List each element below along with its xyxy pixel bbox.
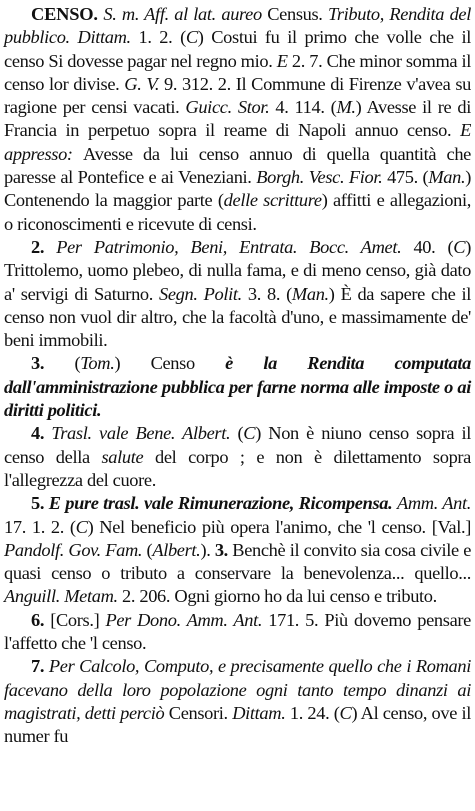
- entry-paragraph-2: [4, 236, 471, 352]
- italic-text: C: [339, 702, 352, 723]
- roman-text: ) Al censo, ove il numer fu: [4, 702, 471, 747]
- roman-text: Avesse da lui censo annuo di quella quantità che paresse al Pontefice e ai Veneziani.: [4, 143, 471, 188]
- roman-text: ) Non è niuno censo sopra il censo della: [4, 423, 472, 467]
- italic-text: Albert.: [152, 539, 201, 560]
- roman-text: del corpo ; e non è dilettamento sopra l'allegrezza del cuore.: [4, 446, 471, 490]
- italic-text: S. m. Aff. al lat. aureo: [103, 4, 268, 24]
- italic-text: C: [75, 516, 88, 537]
- entry-paragraph-6: [4, 609, 471, 656]
- sense-number: 5.: [31, 493, 49, 514]
- italic-text: Dittam.: [232, 702, 290, 723]
- roman-text: ) affitti e allegazioni, o riconoscimenti e ricevute di censi.: [4, 190, 471, 234]
- roman-text: ) Censo: [114, 353, 226, 374]
- roman-text: Benchè il convito sia cosa civile e quasi censo o tributo a conservare la benevolenza... quello...: [4, 539, 472, 584]
- italic-text: Anguill. Metam.: [4, 586, 123, 607]
- roman-text: ) Nel beneficio più opera l'animo, che 'l censo. [Val.]: [87, 516, 471, 537]
- italic-text: Pandolf. Gov. Fam.: [4, 539, 147, 560]
- roman-text: 3. 8. (: [247, 283, 292, 304]
- italic-text: Tom.: [80, 353, 115, 374]
- entry-paragraph-4: [4, 422, 471, 492]
- roman-text: Census.: [267, 4, 328, 24]
- italic-text: Segn. Polit.: [159, 283, 248, 304]
- sense-number: 7.: [31, 656, 49, 677]
- entry-paragraph-1: [4, 3, 471, 236]
- roman-text: (: [74, 353, 81, 374]
- roman-text: ) Contenendo la maggior parte (: [4, 167, 472, 211]
- italic-text: delle scritture: [223, 190, 322, 211]
- entry-paragraph-5: [4, 492, 471, 608]
- italic-text: Per Patrimonio, Beni, Entrata. Bocc. Amet.: [56, 236, 414, 257]
- italic-text: Guicc. Stor.: [185, 97, 276, 118]
- italic-text: M.: [336, 97, 356, 118]
- italic-text: C: [185, 27, 198, 48]
- italic-text: Man.: [291, 283, 329, 304]
- entry-paragraph-7: [4, 655, 471, 748]
- bold-italic-text: E pure trasl. vale Rimunerazione, Ricompensa.: [48, 493, 397, 514]
- sense-number: 3.: [31, 353, 75, 374]
- roman-text: 17. 1. 2. (: [4, 516, 76, 537]
- roman-text: ) Trittolemo, uomo plebeo, di nulla fama, e di meno censo, già dato a' servigi di Saturno.: [4, 236, 471, 304]
- roman-text: 1. 2. (: [138, 27, 186, 48]
- roman-text: 2. 206. Ogni giorno ho da lui censo e tributo.: [122, 586, 437, 607]
- sense-number: 6.: [31, 609, 51, 630]
- roman-text: ) È da sapere che il censo non vuol dir altro, che la facoltà d'uno, e massimamente de' beni immobili.: [4, 283, 471, 351]
- sense-number: 4.: [31, 423, 52, 444]
- dictionary-entry-censo: [4, 3, 471, 749]
- italic-text: Tributo, Rendita del pubblico. Dittam.: [4, 4, 471, 48]
- roman-text: Censori.: [168, 702, 233, 723]
- roman-text: ).: [200, 539, 215, 560]
- headword: CENSO.: [31, 4, 104, 24]
- roman-text: 475. (: [387, 167, 429, 188]
- roman-text: 4. 114. (: [275, 97, 337, 118]
- roman-text: (: [146, 539, 153, 560]
- roman-text: 9. 312. 2. Il Commune di Firenze v'avea su ragione per censi vacati.: [4, 73, 471, 118]
- italic-text: C: [453, 236, 466, 257]
- roman-text: 171. 5. Più dovemo pensare l'affetto che 'l censo.: [4, 609, 471, 654]
- sense-number: 2.: [31, 236, 57, 257]
- roman-text: ) Costui fu il primo che volle che il censo Si dovesse pagar nel regno mio.: [4, 27, 471, 71]
- italic-text: Per Calcolo, Computo, e precisamente quello che i Romani facevano della loro popolazione ogni tanto tempo dinanzi ai magistrati, detti perciò: [4, 656, 471, 723]
- italic-text: G. V.: [124, 73, 165, 94]
- bold-italic-text: è la Rendita computata dall'amministrazione pubblica per farne norma alle imposte o ai diritti politici.: [4, 353, 472, 421]
- italic-text: C: [243, 423, 256, 444]
- italic-text: Amm. Ant.: [396, 493, 471, 514]
- roman-text: [Cors.]: [50, 609, 106, 630]
- roman-text: ) Avesse il re di Francia in perpetuo sopra il reame di Napoli annuo censo.: [4, 97, 471, 141]
- italic-text: salute: [101, 446, 155, 467]
- italic-text: E appresso:: [4, 120, 471, 164]
- italic-text: E: [276, 50, 292, 71]
- roman-text: (: [237, 423, 244, 444]
- italic-text: Trasl. vale Bene. Albert.: [51, 423, 238, 444]
- roman-text: 40. (: [413, 236, 454, 257]
- roman-text: 2. 7. Che minor somma il censo lor divise.: [4, 50, 471, 94]
- italic-text: Borgh. Vesc. Fior.: [256, 167, 388, 188]
- entry-paragraph-3: [4, 352, 471, 422]
- italic-text: Per Dono. Amm. Ant.: [105, 609, 269, 630]
- sense-number: 3.: [214, 539, 233, 560]
- roman-text: 1. 24. (: [289, 702, 340, 723]
- italic-text: Man.: [428, 167, 466, 188]
